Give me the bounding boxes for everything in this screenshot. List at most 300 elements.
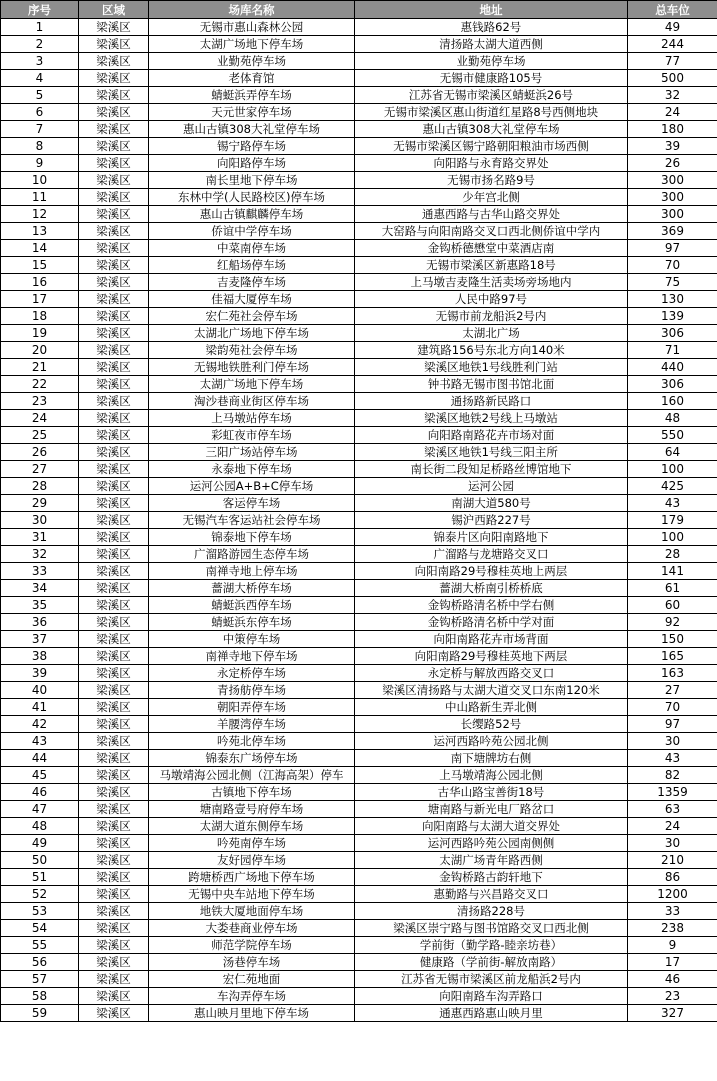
row-address: 向阳南路29号穆桂英地上两层 [355, 563, 628, 580]
row-address: 无锡市梁溪区新惠路18号 [355, 257, 628, 274]
row-index: 19 [1, 325, 79, 342]
table-row [1, 70, 717, 87]
row-district: 梁溪区 [79, 291, 149, 308]
row-lot-name: 中策停车场 [149, 631, 355, 648]
table-row [1, 631, 717, 648]
row-address: 太湖北广场 [355, 325, 628, 342]
row-index: 26 [1, 444, 79, 461]
row-lot-name: 友好园停车场 [149, 852, 355, 869]
row-district: 梁溪区 [79, 410, 149, 427]
row-total-spaces: 150 [628, 631, 717, 648]
row-index: 16 [1, 274, 79, 291]
table-header-row [1, 1, 717, 19]
row-address: 学前街（勤学路-睦亲坊巷） [355, 937, 628, 954]
table-row [1, 869, 717, 886]
table-row [1, 750, 717, 767]
table-row [1, 716, 717, 733]
row-index: 42 [1, 716, 79, 733]
row-total-spaces: 306 [628, 376, 717, 393]
row-total-spaces: 180 [628, 121, 717, 138]
row-address: 梁溪区地铁2号线上马墩站 [355, 410, 628, 427]
row-district: 梁溪区 [79, 87, 149, 104]
row-total-spaces: 23 [628, 988, 717, 1005]
row-district: 梁溪区 [79, 716, 149, 733]
row-total-spaces: 238 [628, 920, 717, 937]
row-address: 建筑路156号东北方向140米 [355, 342, 628, 359]
row-lot-name: 上马墩站停车场 [149, 410, 355, 427]
row-address: 运河西路吟苑公园南侧侧 [355, 835, 628, 852]
row-address: 江苏省无锡市梁溪区前龙船浜2号内 [355, 971, 628, 988]
row-index: 23 [1, 393, 79, 410]
row-total-spaces: 300 [628, 206, 717, 223]
table-row [1, 393, 717, 410]
row-address: 长缨路52号 [355, 716, 628, 733]
row-address: 清扬路228号 [355, 903, 628, 920]
row-lot-name: 古镇地下停车场 [149, 784, 355, 801]
row-district: 梁溪区 [79, 104, 149, 121]
row-lot-name: 中菜南停车场 [149, 240, 355, 257]
row-district: 梁溪区 [79, 597, 149, 614]
row-lot-name: 太湖广场地下停车场 [149, 376, 355, 393]
table-row [1, 478, 717, 495]
row-index: 21 [1, 359, 79, 376]
row-total-spaces: 60 [628, 597, 717, 614]
row-total-spaces: 28 [628, 546, 717, 563]
row-district: 梁溪区 [79, 546, 149, 563]
table-row [1, 376, 717, 393]
row-total-spaces: 64 [628, 444, 717, 461]
row-index: 17 [1, 291, 79, 308]
row-total-spaces: 71 [628, 342, 717, 359]
row-address: 无锡市前龙船浜2号内 [355, 308, 628, 325]
row-total-spaces: 97 [628, 240, 717, 257]
row-district: 梁溪区 [79, 36, 149, 53]
row-district: 梁溪区 [79, 818, 149, 835]
row-lot-name: 向阳路停车场 [149, 155, 355, 172]
table-row [1, 971, 717, 988]
row-index: 41 [1, 699, 79, 716]
row-district: 梁溪区 [79, 954, 149, 971]
row-address: 向阳南路车沟弄路口 [355, 988, 628, 1005]
row-lot-name: 蜻蜓浜西停车场 [149, 597, 355, 614]
row-address: 运河公园 [355, 478, 628, 495]
header-district: 区域 [79, 1, 149, 19]
row-lot-name: 梁韵苑社会停车场 [149, 342, 355, 359]
row-address: 塘南路与新光电厂路岔口 [355, 801, 628, 818]
table-row [1, 563, 717, 580]
row-district: 梁溪区 [79, 886, 149, 903]
row-lot-name: 锦泰地下停车场 [149, 529, 355, 546]
row-lot-name: 地铁大厦地面停车场 [149, 903, 355, 920]
row-address: 梁溪区清扬路与太湖大道交叉口东南120米 [355, 682, 628, 699]
row-address: 广溜路与龙塘路交叉口 [355, 546, 628, 563]
row-address: 南长街二段知足桥路丝博馆地下 [355, 461, 628, 478]
row-address: 向阳路南路花卉市场对面 [355, 427, 628, 444]
table-row [1, 308, 717, 325]
row-lot-name: 跨塘桥西广场地下停车场 [149, 869, 355, 886]
row-district: 梁溪区 [79, 478, 149, 495]
row-total-spaces: 92 [628, 614, 717, 631]
row-lot-name: 惠山古镇麒麟停车场 [149, 206, 355, 223]
row-district: 梁溪区 [79, 937, 149, 954]
row-district: 梁溪区 [79, 563, 149, 580]
row-index: 15 [1, 257, 79, 274]
row-district: 梁溪区 [79, 495, 149, 512]
table-row [1, 546, 717, 563]
row-lot-name: 红船场停车场 [149, 257, 355, 274]
row-lot-name: 吟苑南停车场 [149, 835, 355, 852]
table-row [1, 937, 717, 954]
row-address: 健康路（学前街-解放南路） [355, 954, 628, 971]
row-address: 太湖广场青年路西侧 [355, 852, 628, 869]
row-total-spaces: 100 [628, 529, 717, 546]
table-row [1, 444, 717, 461]
row-total-spaces: 369 [628, 223, 717, 240]
row-district: 梁溪区 [79, 376, 149, 393]
row-lot-name: 无锡地铁胜利门停车场 [149, 359, 355, 376]
row-district: 梁溪区 [79, 801, 149, 818]
row-district: 梁溪区 [79, 614, 149, 631]
row-total-spaces: 70 [628, 699, 717, 716]
table-row [1, 614, 717, 631]
row-address: 中山路新生弄北侧 [355, 699, 628, 716]
row-lot-name: 羊腰湾停车场 [149, 716, 355, 733]
row-district: 梁溪区 [79, 835, 149, 852]
table-row [1, 427, 717, 444]
row-address: 梁溪区崇宁路与图书馆路交叉口西北侧 [355, 920, 628, 937]
row-index: 46 [1, 784, 79, 801]
row-total-spaces: 24 [628, 818, 717, 835]
table-row [1, 682, 717, 699]
table-row [1, 410, 717, 427]
row-index: 3 [1, 53, 79, 70]
row-index: 49 [1, 835, 79, 852]
row-index: 40 [1, 682, 79, 699]
row-district: 梁溪区 [79, 869, 149, 886]
row-lot-name: 彩虹夜市停车场 [149, 427, 355, 444]
row-index: 36 [1, 614, 79, 631]
row-address: 南湖大道580号 [355, 495, 628, 512]
row-lot-name: 佳福大厦停车场 [149, 291, 355, 308]
row-address: 无锡市扬名路9号 [355, 172, 628, 189]
table-row [1, 274, 717, 291]
row-district: 梁溪区 [79, 580, 149, 597]
row-index: 9 [1, 155, 79, 172]
row-total-spaces: 160 [628, 393, 717, 410]
row-address: 惠勤路与兴昌路交叉口 [355, 886, 628, 903]
row-address: 江苏省无锡市梁溪区蜻蜓浜26号 [355, 87, 628, 104]
row-district: 梁溪区 [79, 325, 149, 342]
table-row [1, 886, 717, 903]
row-address: 无锡市健康路105号 [355, 70, 628, 87]
row-lot-name: 太湖广场地下停车场 [149, 36, 355, 53]
row-district: 梁溪区 [79, 342, 149, 359]
table-row [1, 954, 717, 971]
table-row [1, 342, 717, 359]
row-index: 44 [1, 750, 79, 767]
row-lot-name: 三阳广场站停车场 [149, 444, 355, 461]
row-total-spaces: 63 [628, 801, 717, 818]
row-index: 22 [1, 376, 79, 393]
row-address: 永定桥与解放西路交叉口 [355, 665, 628, 682]
row-district: 梁溪区 [79, 699, 149, 716]
row-total-spaces: 17 [628, 954, 717, 971]
row-index: 47 [1, 801, 79, 818]
row-lot-name: 淘沙巷商业街区停车场 [149, 393, 355, 410]
row-district: 梁溪区 [79, 750, 149, 767]
row-address: 梁溪区地铁1号线三阳主所 [355, 444, 628, 461]
row-index: 53 [1, 903, 79, 920]
row-district: 梁溪区 [79, 257, 149, 274]
row-lot-name: 南禅寺地上停车场 [149, 563, 355, 580]
row-index: 18 [1, 308, 79, 325]
row-index: 56 [1, 954, 79, 971]
row-district: 梁溪区 [79, 359, 149, 376]
table-row [1, 189, 717, 206]
row-index: 33 [1, 563, 79, 580]
row-total-spaces: 141 [628, 563, 717, 580]
row-address: 无锡市梁溪区锡宁路朝阳粮油市场西侧 [355, 138, 628, 155]
row-address: 无锡市梁溪区惠山街道红星路8号西侧地块 [355, 104, 628, 121]
table-row [1, 733, 717, 750]
row-address: 业勤苑停车场 [355, 53, 628, 70]
row-total-spaces: 1359 [628, 784, 717, 801]
row-lot-name: 太湖大道东侧停车场 [149, 818, 355, 835]
table-row [1, 529, 717, 546]
row-total-spaces: 500 [628, 70, 717, 87]
row-lot-name: 无锡汽车客运站社会停车场 [149, 512, 355, 529]
row-index: 43 [1, 733, 79, 750]
row-index: 59 [1, 1005, 79, 1022]
row-index: 45 [1, 767, 79, 784]
header-address: 地址 [355, 1, 628, 19]
row-lot-name: 锦泰东广场停车场 [149, 750, 355, 767]
row-district: 梁溪区 [79, 767, 149, 784]
row-lot-name: 惠山映月里地下停车场 [149, 1005, 355, 1022]
row-address: 大窑路与向阳南路交叉口西北侧侨谊中学内 [355, 223, 628, 240]
row-district: 梁溪区 [79, 53, 149, 70]
table-row [1, 240, 717, 257]
row-total-spaces: 130 [628, 291, 717, 308]
row-index: 38 [1, 648, 79, 665]
row-index: 54 [1, 920, 79, 937]
table-row [1, 580, 717, 597]
table-row [1, 291, 717, 308]
row-total-spaces: 27 [628, 682, 717, 699]
row-address: 运河西路吟苑公园北侧 [355, 733, 628, 750]
row-address: 薔湖大桥南引桥桥底 [355, 580, 628, 597]
row-total-spaces: 30 [628, 733, 717, 750]
row-lot-name: 蜻蜓浜弄停车场 [149, 87, 355, 104]
row-address: 向阳路与永育路交界处 [355, 155, 628, 172]
row-lot-name: 吉麦隆停车场 [149, 274, 355, 291]
table-row [1, 138, 717, 155]
row-total-spaces: 306 [628, 325, 717, 342]
row-total-spaces: 32 [628, 87, 717, 104]
row-lot-name: 车沟弄停车场 [149, 988, 355, 1005]
row-total-spaces: 9 [628, 937, 717, 954]
row-address: 向阳南路与太湖大道交界处 [355, 818, 628, 835]
table-row [1, 461, 717, 478]
table-row [1, 852, 717, 869]
header-total-spaces: 总车位 [628, 1, 717, 19]
row-district: 梁溪区 [79, 274, 149, 291]
row-district: 梁溪区 [79, 784, 149, 801]
table-row [1, 223, 717, 240]
row-index: 30 [1, 512, 79, 529]
table-row [1, 155, 717, 172]
row-index: 27 [1, 461, 79, 478]
row-total-spaces: 43 [628, 495, 717, 512]
row-total-spaces: 43 [628, 750, 717, 767]
row-index: 55 [1, 937, 79, 954]
table-row [1, 597, 717, 614]
table-row [1, 512, 717, 529]
row-district: 梁溪区 [79, 427, 149, 444]
row-index: 6 [1, 104, 79, 121]
row-total-spaces: 244 [628, 36, 717, 53]
row-index: 57 [1, 971, 79, 988]
row-address: 向阳南路29号穆桂英地下两层 [355, 648, 628, 665]
row-district: 梁溪区 [79, 70, 149, 87]
table-row [1, 699, 717, 716]
table-row [1, 325, 717, 342]
row-address: 上马墩靖海公园北侧 [355, 767, 628, 784]
row-lot-name: 大娄巷商业停车场 [149, 920, 355, 937]
row-index: 35 [1, 597, 79, 614]
row-address: 清扬路太湖大道西侧 [355, 36, 628, 53]
table-body [1, 19, 717, 1022]
row-lot-name: 老体育馆 [149, 70, 355, 87]
row-total-spaces: 48 [628, 410, 717, 427]
row-address: 梁溪区地铁1号线胜利门站 [355, 359, 628, 376]
table-row [1, 648, 717, 665]
row-lot-name: 师范学院停车场 [149, 937, 355, 954]
table-row [1, 87, 717, 104]
row-index: 28 [1, 478, 79, 495]
table-row [1, 988, 717, 1005]
row-address: 锦泰片区向阳南路地下 [355, 529, 628, 546]
row-district: 梁溪区 [79, 971, 149, 988]
table-row [1, 767, 717, 784]
row-district: 梁溪区 [79, 461, 149, 478]
row-lot-name: 侨谊中学停车场 [149, 223, 355, 240]
row-index: 29 [1, 495, 79, 512]
row-index: 58 [1, 988, 79, 1005]
table-row [1, 818, 717, 835]
row-total-spaces: 1200 [628, 886, 717, 903]
row-total-spaces: 82 [628, 767, 717, 784]
row-lot-name: 塘南路壹号府停车场 [149, 801, 355, 818]
row-lot-name: 客运停车场 [149, 495, 355, 512]
row-district: 梁溪区 [79, 121, 149, 138]
row-lot-name: 无锡市惠山森林公园 [149, 19, 355, 36]
row-address: 金钩桥路清名桥中学右侧 [355, 597, 628, 614]
row-total-spaces: 550 [628, 427, 717, 444]
row-address: 惠钱路62号 [355, 19, 628, 36]
row-total-spaces: 300 [628, 189, 717, 206]
row-lot-name: 永泰地下停车场 [149, 461, 355, 478]
row-total-spaces: 327 [628, 1005, 717, 1022]
row-total-spaces: 24 [628, 104, 717, 121]
row-district: 梁溪区 [79, 988, 149, 1005]
header-index: 序号 [1, 1, 79, 19]
row-address: 钟书路无锡市图书馆北面 [355, 376, 628, 393]
row-district: 梁溪区 [79, 648, 149, 665]
row-district: 梁溪区 [79, 631, 149, 648]
row-district: 梁溪区 [79, 240, 149, 257]
row-total-spaces: 179 [628, 512, 717, 529]
row-total-spaces: 49 [628, 19, 717, 36]
row-address: 向阳南路花卉市场背面 [355, 631, 628, 648]
table-row [1, 121, 717, 138]
row-index: 10 [1, 172, 79, 189]
row-address: 南下塘牌坊右侧 [355, 750, 628, 767]
row-lot-name: 南禅寺地下停车场 [149, 648, 355, 665]
row-address: 惠山古镇308大礼堂停车场 [355, 121, 628, 138]
row-total-spaces: 26 [628, 155, 717, 172]
row-total-spaces: 165 [628, 648, 717, 665]
row-total-spaces: 425 [628, 478, 717, 495]
row-index: 51 [1, 869, 79, 886]
row-district: 梁溪区 [79, 206, 149, 223]
table-row [1, 784, 717, 801]
row-district: 梁溪区 [79, 1005, 149, 1022]
row-total-spaces: 39 [628, 138, 717, 155]
row-district: 梁溪区 [79, 920, 149, 937]
row-index: 52 [1, 886, 79, 903]
row-lot-name: 宏仁苑地面 [149, 971, 355, 988]
row-address: 人民中路97号 [355, 291, 628, 308]
row-address: 锡沪西路227号 [355, 512, 628, 529]
row-district: 梁溪区 [79, 393, 149, 410]
row-lot-name: 马墩靖海公园北侧（江海高架）停车 [149, 767, 355, 784]
row-district: 梁溪区 [79, 665, 149, 682]
table-row [1, 835, 717, 852]
row-lot-name: 运河公园A+B+C停车场 [149, 478, 355, 495]
row-district: 梁溪区 [79, 172, 149, 189]
row-lot-name: 太湖北广场地下停车场 [149, 325, 355, 342]
row-address: 金钩桥路清名桥中学对面 [355, 614, 628, 631]
row-address: 金钩桥路古韵轩地下 [355, 869, 628, 886]
row-index: 7 [1, 121, 79, 138]
row-lot-name: 广溜路游园生态停车场 [149, 546, 355, 563]
row-district: 梁溪区 [79, 529, 149, 546]
row-total-spaces: 163 [628, 665, 717, 682]
row-index: 8 [1, 138, 79, 155]
row-index: 1 [1, 19, 79, 36]
table-row [1, 104, 717, 121]
table-row [1, 665, 717, 682]
row-index: 32 [1, 546, 79, 563]
row-total-spaces: 139 [628, 308, 717, 325]
row-index: 31 [1, 529, 79, 546]
table-row [1, 172, 717, 189]
row-lot-name: 惠山古镇308大礼堂停车场 [149, 121, 355, 138]
row-total-spaces: 70 [628, 257, 717, 274]
row-index: 11 [1, 189, 79, 206]
row-address: 金钩桥德懋堂中菜酒店南 [355, 240, 628, 257]
row-total-spaces: 75 [628, 274, 717, 291]
row-district: 梁溪区 [79, 682, 149, 699]
row-district: 梁溪区 [79, 308, 149, 325]
table-row [1, 903, 717, 920]
row-district: 梁溪区 [79, 733, 149, 750]
row-district: 梁溪区 [79, 903, 149, 920]
table-row [1, 495, 717, 512]
row-lot-name: 业勤苑停车场 [149, 53, 355, 70]
row-total-spaces: 86 [628, 869, 717, 886]
